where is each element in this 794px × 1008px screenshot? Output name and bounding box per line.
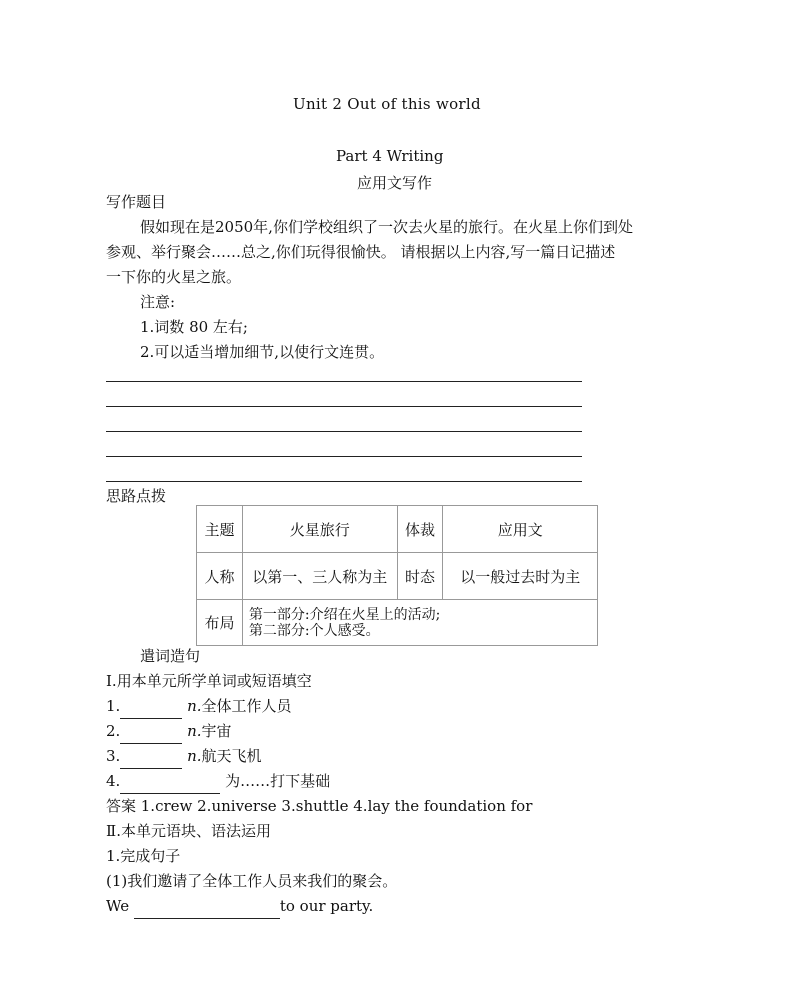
table-cell: 体裁 [397,506,443,553]
prompt-line-1: 假如现在是2050年,你们学校组织了一次去火星的旅行。在火星上你们到处 [140,218,633,236]
table-row [197,553,598,600]
note-1: 1.词数 80 左右; [140,318,248,336]
layout-part-2: 第二部分:个人感受。 [248,622,380,639]
vocab-heading: 遣词造句 [140,647,201,665]
question-number: 4. [106,772,121,790]
question-text: 航天飞机 [201,747,262,765]
table-cell-layout [242,600,597,646]
fill-start: We [106,897,134,915]
answer-blank[interactable] [120,777,220,794]
question-text: 为……打下基础 [220,772,331,790]
prompt-line-2: 参观、举行聚会……总之,你们玩得很愉快。 请根据以上内容,写一篇日记描述 [106,243,616,261]
note-2: 2.可以适当增加细节,以使行文连贯。 [140,343,385,361]
prompt-line-3: 一下你的火星之旅。 [106,268,242,286]
fill-end: to our party. [279,897,374,915]
question-number: 2. [106,722,121,740]
writing-line[interactable] [106,381,582,382]
sentence-prompt: (1)我们邀请了全体工作人员来我们的聚会。 [106,872,398,890]
answer-blank[interactable] [120,752,182,769]
section-2-heading: Ⅱ.本单元语块、语法运用 [106,822,271,840]
question-number: 1. [106,697,121,715]
answer-key: 答案 1.crew 2.universe 3.shuttle 4.lay the foundation for [106,797,533,815]
answer-blank[interactable] [120,727,182,744]
question-1 [106,694,292,719]
table-cell: 人称 [197,553,243,600]
table-cell: 主题 [197,506,243,553]
part-of-speech: n. [187,747,202,765]
question-number: 3. [106,747,121,765]
outline-table [196,505,598,646]
table-cell: 布局 [197,600,243,646]
question-text: 宇宙 [201,722,232,740]
part-title: Part 4 Writing [336,147,444,165]
answer-blank[interactable] [134,902,280,919]
writing-line[interactable] [106,481,582,482]
table-row [197,600,598,646]
fill-sentence [106,894,373,919]
question-4 [106,769,330,794]
writing-line[interactable] [106,456,582,457]
outline-label: 思路点拨 [106,487,167,505]
writing-line[interactable] [106,406,582,407]
unit-title: Unit 2 Out of this world [293,95,481,113]
question-3 [106,744,262,769]
question-text: 全体工作人员 [201,697,292,715]
table-cell: 时态 [397,553,443,600]
question-2 [106,719,232,744]
part-of-speech: n. [187,722,202,740]
part-of-speech: n. [187,697,202,715]
subsection-heading: 1.完成句子 [106,847,181,865]
table-cell: 火星旅行 [242,506,397,553]
table-cell: 以一般过去时为主 [443,553,598,600]
table-cell: 应用文 [443,506,598,553]
section-1-heading: Ⅰ.用本单元所学单词或短语填空 [106,672,312,690]
layout-part-1: 第一部分:介绍在火星上的活动; [248,606,441,623]
answer-blank[interactable] [120,702,182,719]
prompt-label: 写作题目 [106,193,167,211]
section-title: 应用文写作 [357,174,433,192]
table-cell: 以第一、三人称为主 [242,553,397,600]
table-row [197,506,598,553]
writing-line[interactable] [106,431,582,432]
notes-label: 注意: [140,293,176,311]
